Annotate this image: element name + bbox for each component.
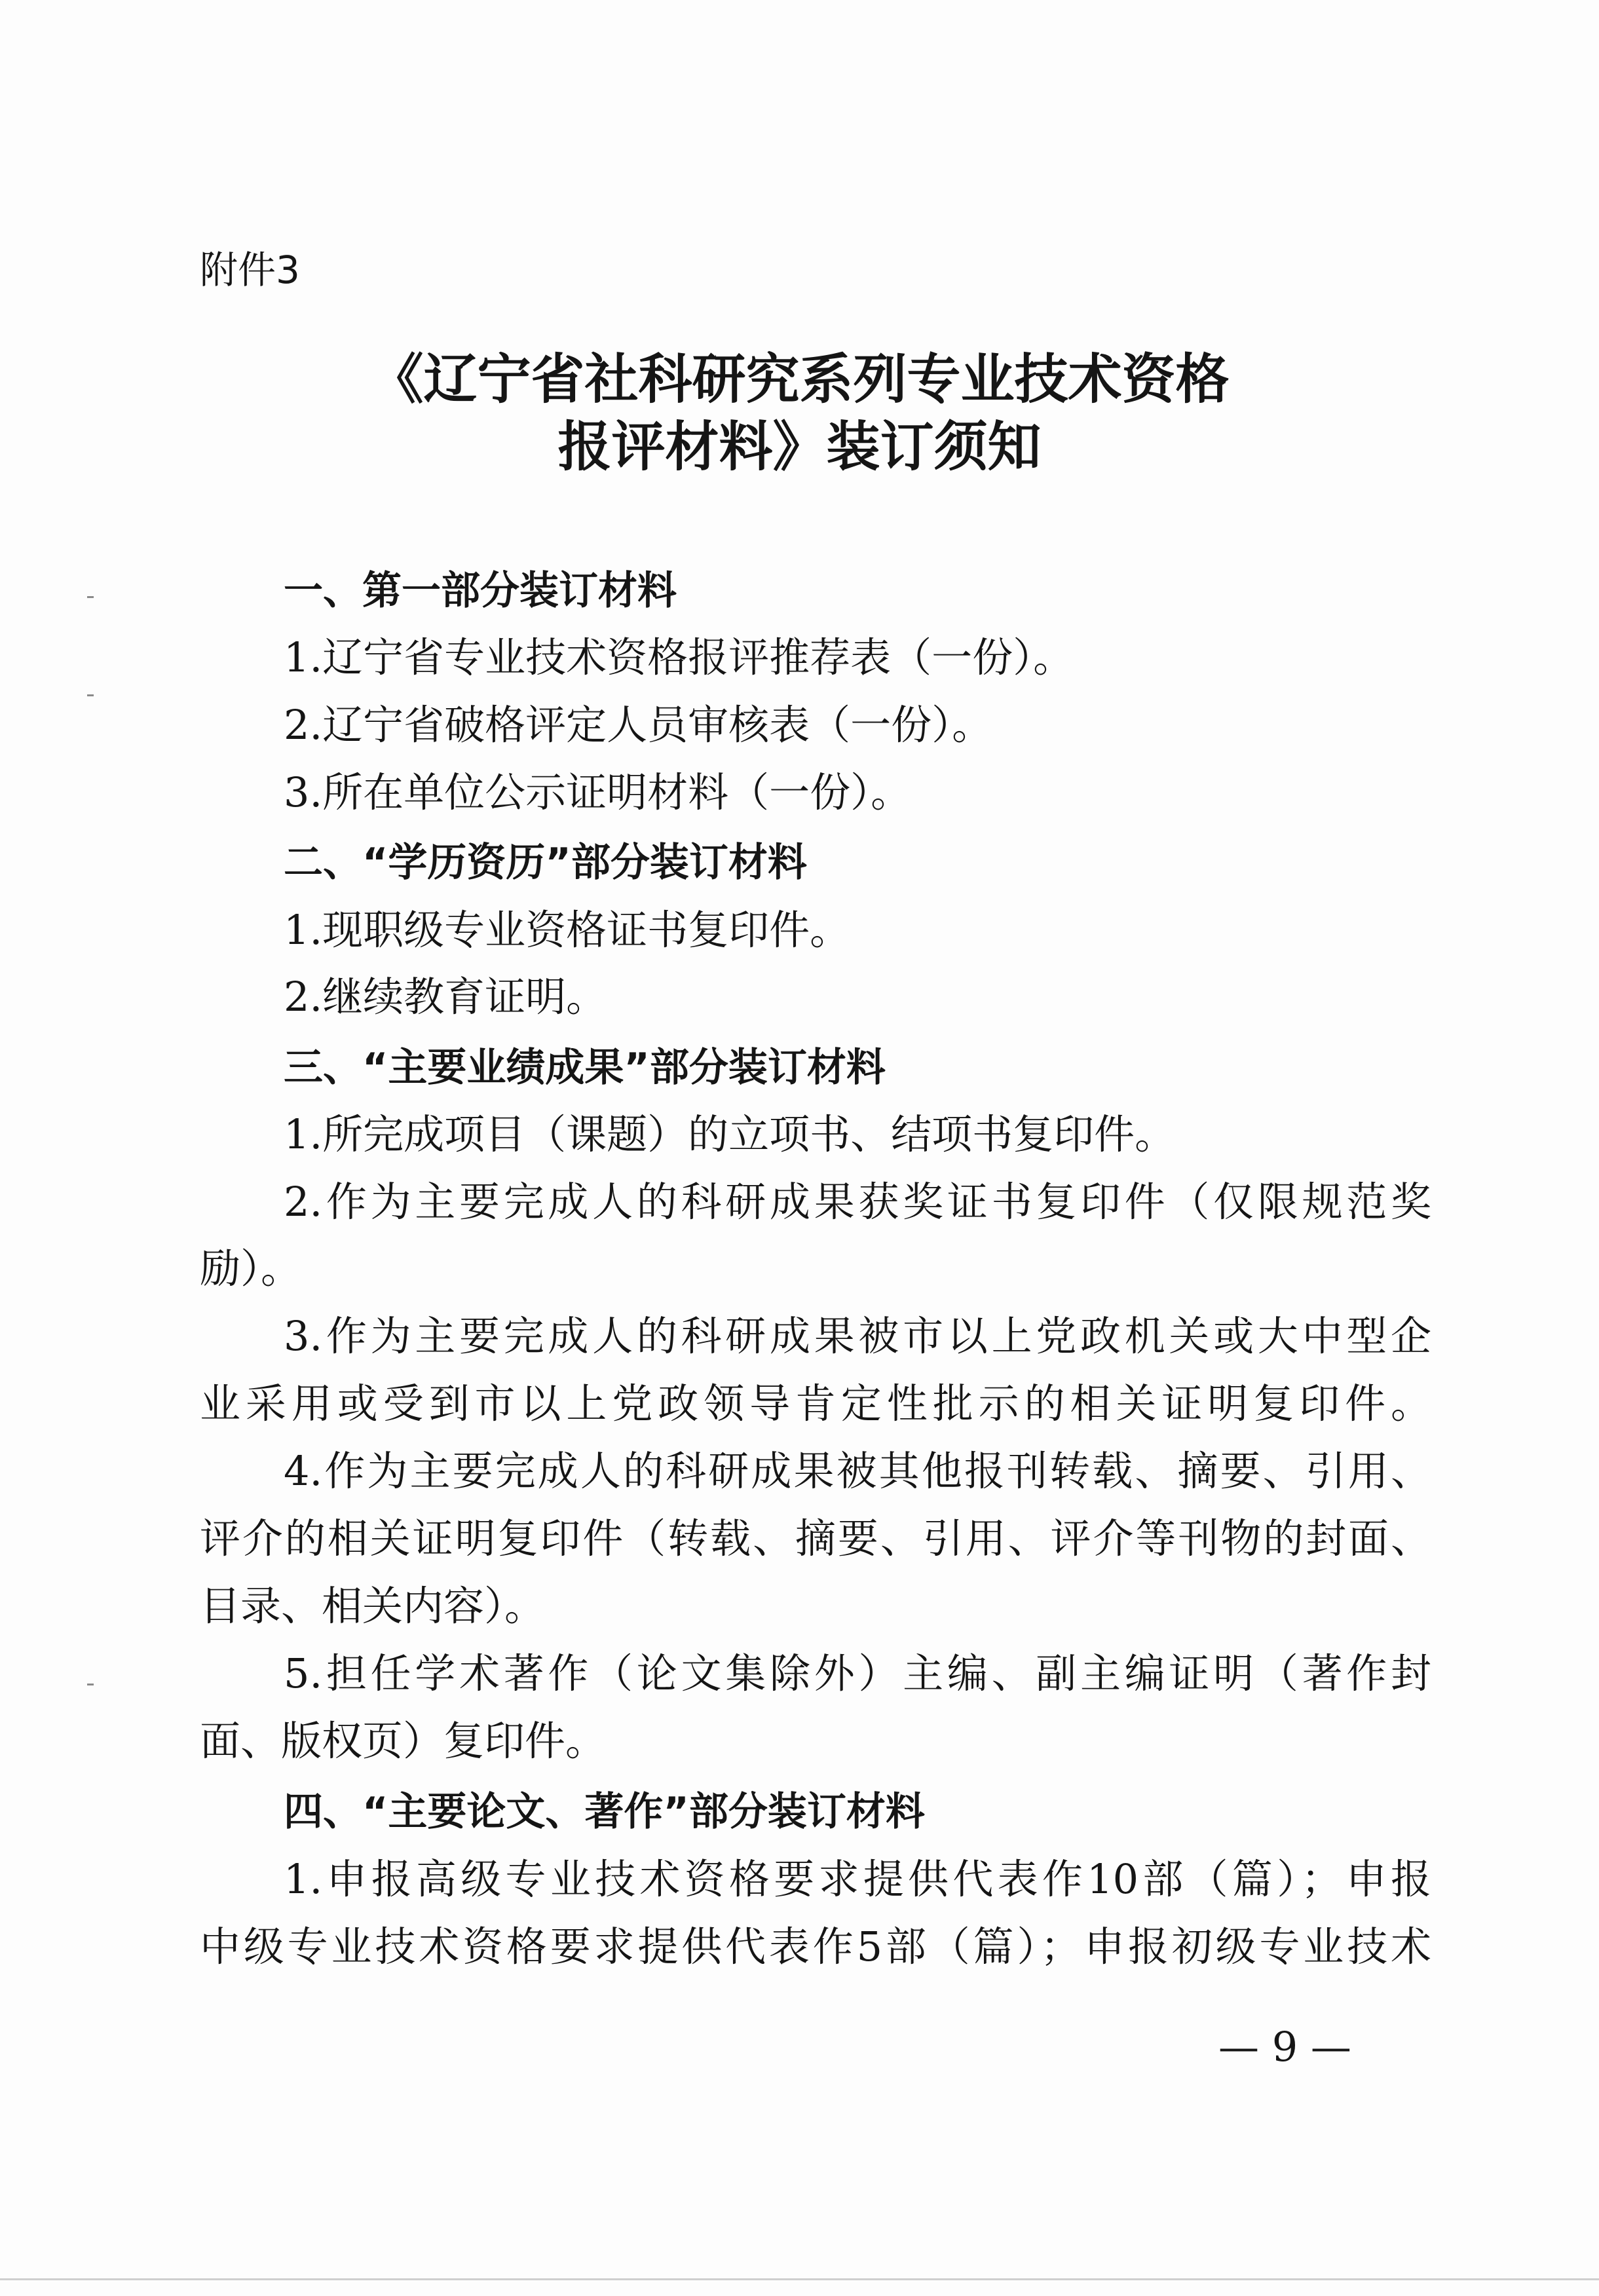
section-3-item-4-line-3: 目录、相关内容）。 — [200, 1582, 546, 1630]
section-3-item-3-line-2: 业采用或受到市以上党政领导肯定性批示的相关证明复印件。 — [200, 1380, 1431, 1427]
section-4-heading: 四、“主要论文、著作”部分装订材料 — [284, 1789, 925, 1835]
section-3-item-4-line-1: 4.作为主要完成人的科研成果被其他报刊转载、摘要、引用、 — [284, 1447, 1431, 1495]
section-1-item-1: 1.辽宁省专业技术资格报评推荐表（一份）。 — [284, 633, 1074, 681]
page-number: — 9 — — [1218, 2023, 1351, 2071]
section-3-item-2-line-1: 2.作为主要完成人的科研成果获奖证书复印件（仅限规范奖 — [284, 1178, 1431, 1226]
section-4-item-1-line-1: 1.申报高级专业技术资格要求提供代表作10部（篇）；申报 — [284, 1855, 1431, 1903]
section-3-item-4-line-2: 评介的相关证明复印件（转载、摘要、引用、评介等刊物的封面、 — [200, 1515, 1431, 1562]
section-3-item-2-line-2: 励）。 — [200, 1245, 302, 1292]
section-2-heading: 二、“学历资历”部分装订材料 — [284, 840, 807, 886]
scan-mark — [87, 694, 94, 696]
section-1-heading: 一、第一部分装订材料 — [284, 568, 677, 614]
section-3-item-5-line-2: 面、版权页）复印件。 — [200, 1717, 607, 1765]
document-title-line-2: 报评材料》装订须知 — [557, 416, 1042, 478]
section-3-item-5-line-1: 5.担任学术著作（论文集除外）主编、副主编证明（著作封 — [284, 1649, 1431, 1697]
scan-mark — [87, 1684, 94, 1685]
section-3-item-3-line-1: 3.作为主要完成人的科研成果被市以上党政机关或大中型企 — [284, 1312, 1431, 1360]
document-title-line-1: 《辽宁省社科研究系列专业技术资格 — [369, 348, 1230, 411]
scan-edge-line — [0, 2278, 1599, 2280]
section-4-item-1-line-2: 中级专业技术资格要求提供代表作5部（篇）；申报初级专业技术 — [200, 1923, 1431, 1970]
scan-mark — [87, 596, 94, 598]
attachment-label: 附件3 — [200, 248, 300, 292]
section-1-item-2: 2.辽宁省破格评定人员审核表（一份）。 — [284, 701, 993, 749]
section-3-item-1: 1.所完成项目（课题）的立项书、结项书复印件。 — [284, 1110, 1176, 1158]
section-2-item-1: 1.现职级专业资格证书复印件。 — [284, 906, 851, 954]
section-3-heading: 三、“主要业绩成果”部分装订材料 — [284, 1045, 886, 1091]
section-2-item-2: 2.继续教育证明。 — [284, 973, 607, 1021]
section-1-item-3: 3.所在单位公示证明材料（一份）。 — [284, 768, 912, 816]
